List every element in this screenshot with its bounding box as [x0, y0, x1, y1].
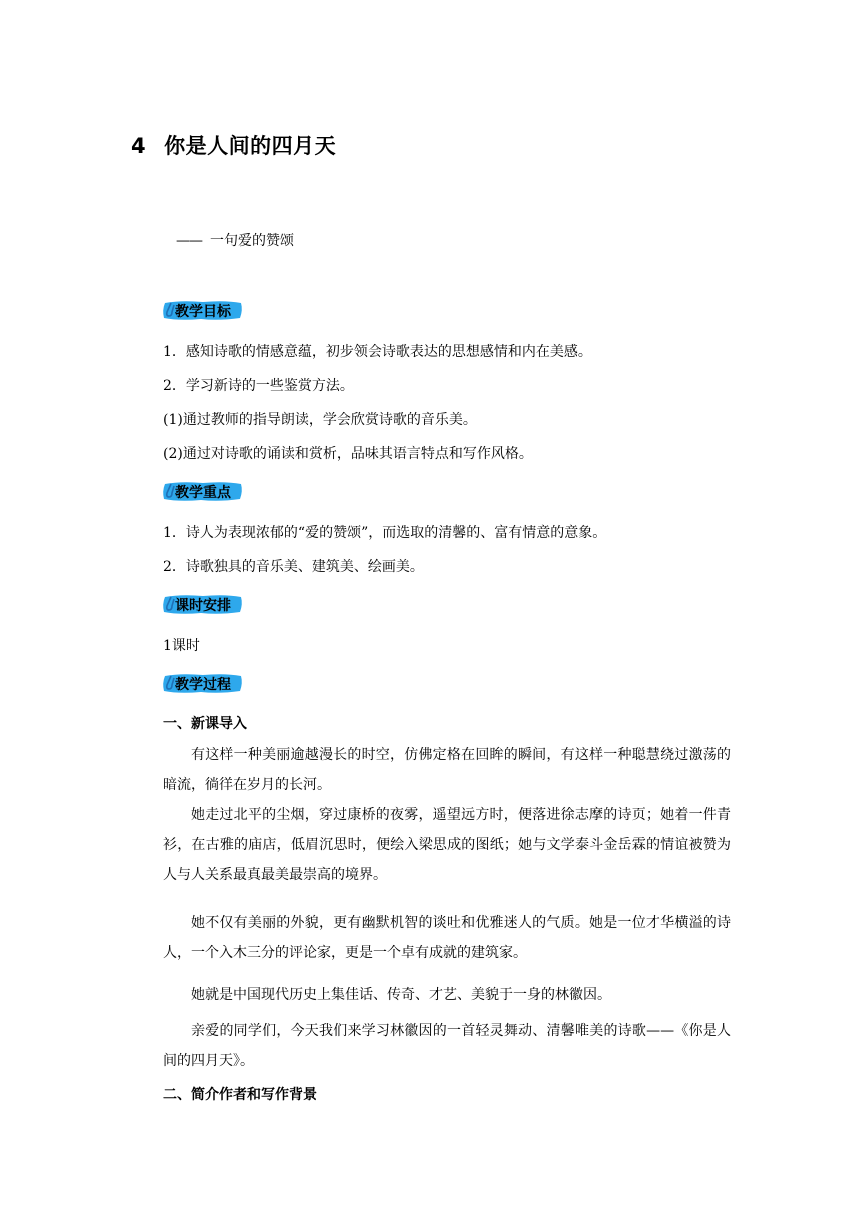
- body-paragraph: 亲爱的同学们，今天我们来学习林徽因的一首轻灵舞动、清馨唯美的诗歌——《你是人间的四月天》。: [163, 1023, 731, 1069]
- section-badge-label: 教学重点: [175, 485, 231, 501]
- lesson-title: [131, 130, 336, 160]
- section-badge-label: 教学过程: [175, 677, 231, 693]
- schedule-text: 1课时: [163, 638, 200, 654]
- section-badge-process: [161, 672, 243, 694]
- paperclip-icon: [163, 594, 175, 614]
- body-paragraph: 她就是中国现代历史上集佳话、传奇、才艺、美貌于一身的林徽因。: [191, 987, 611, 1003]
- subtitle-dash: ——: [176, 233, 202, 249]
- key-point-item: 1．诗人为表现浓郁的“爱的赞颂”，而选取的清馨的、富有情意的意象。: [163, 525, 607, 541]
- body-paragraph: 她走过北平的尘烟，穿过康桥的夜雾，遥望远方时，便落进徐志摩的诗页；她着一件青衫，在古雅的庙店，低眉沉思时，便绘入梁思成的图纸；她与文学泰斗金岳霖的情谊被赞为人与人关系最真最美最崇高的境界。: [163, 807, 731, 883]
- objective-item: 1．感知诗歌的情感意蕴，初步领会诗歌表达的思想感情和内在美感。: [163, 344, 592, 360]
- paperclip-icon: [163, 673, 175, 693]
- objective-item: (1)通过教师的指导朗读，学会欣赏诗歌的音乐美。: [163, 412, 477, 428]
- section-heading-intro: 一、新课导入: [163, 716, 247, 732]
- paperclip-icon: [163, 300, 175, 320]
- section-badge-key-points: [161, 480, 243, 502]
- lesson-subtitle: [176, 230, 294, 250]
- section-heading-author: 二、简介作者和写作背景: [163, 1087, 317, 1103]
- paperclip-icon: [163, 481, 175, 501]
- section-badge-schedule: [161, 593, 243, 615]
- section-badge-label: 教学目标: [175, 304, 231, 320]
- section-badge-label: 课时安排: [175, 598, 231, 614]
- lesson-title-text: 你是人间的四月天: [164, 134, 337, 158]
- subtitle-text: 一句爱的赞颂: [210, 233, 294, 249]
- objective-item: 2．学习新诗的一些鉴赏方法。: [163, 378, 354, 394]
- objective-item: (2)通过对诗歌的诵读和赏析，品味其语言特点和写作风格。: [163, 446, 533, 462]
- key-point-item: 2．诗歌独具的音乐美、建筑美、绘画美。: [163, 559, 424, 575]
- body-paragraph: 有这样一种美丽逾越漫长的时空，仿佛定格在回眸的瞬间，有这样一种聪慧绕过激荡的暗流，徜徉在岁月的长河。: [163, 747, 731, 793]
- lesson-number: 4: [131, 134, 147, 158]
- body-paragraph: 她不仅有美丽的外貌，更有幽默机智的谈吐和优雅迷人的气质。她是一位才华横溢的诗人，一个入木三分的评论家，更是一个卓有成就的建筑家。: [163, 915, 731, 961]
- section-badge-objectives: [161, 299, 243, 321]
